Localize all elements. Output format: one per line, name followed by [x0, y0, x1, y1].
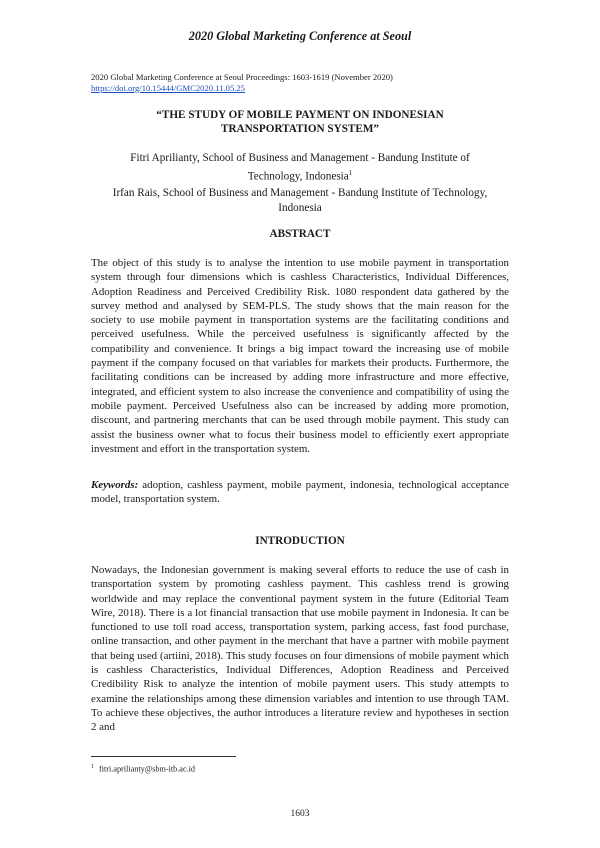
- doi-link[interactable]: https://doi.org/10.15444/GMC2020.11.05.25: [91, 82, 245, 93]
- proceedings-line: 2020 Global Marketing Conference at Seoul Proceedings: 1603-1619 (November 2020): [91, 72, 393, 82]
- footnote-mark: 1: [91, 764, 94, 770]
- author-1-line-1: Fitri Aprilianty, School of Business and Management - Bandung Institute of: [130, 152, 470, 164]
- keywords-text: adoption, cashless payment, mobile payment, indonesia, technological acceptance model, transportation system.: [91, 479, 509, 506]
- paper-title: [90, 109, 510, 136]
- author-2-line-2: Indonesia: [278, 202, 322, 214]
- author-2-line-1: Irfan Rais, School of Business and Management - Bandung Institute of Technology,: [112, 187, 488, 199]
- footnote: [91, 764, 195, 774]
- title-line-1: “THE STUDY OF MOBILE PAYMENT ON INDONESIAN: [156, 109, 444, 121]
- footnote-email: fitri.aprilianty@sbm-itb.ac.id: [99, 764, 195, 774]
- keywords-paragraph: [91, 478, 509, 507]
- abstract-heading: ABSTRACT: [269, 228, 331, 240]
- page-number: 1603: [290, 809, 310, 819]
- introduction-heading: INTRODUCTION: [255, 535, 345, 547]
- introduction-paragraph: Nowadays, the Indonesian government is making several efforts to reduce the use of cash in transportation system by promoting cashless payment. This cashless trend is growing worldwide and may replace the conventional payment system in the future (Editorial Team Wire, 2018). There is a lot financial transaction that use mobile payment in Indonesia. It can be functioned to use toll road access, transportation system, parking access, fast food purchase, online transaction, and other payment in the merchant that have a partner with mobile payment that being used (artiini, 2018). This study focuses on four dimensions of mobile payment which is cashless Characteristics, Individual Differences, Adoption Readiness and Perceived Credibility Risk to analyze the intention of mobile payment users. This study attempts to examine the relationships among these dimension variables and intention to use through TAM. To achieve these objectives, the author introduces a literature review and hypotheses in section 2 and: [91, 564, 509, 734]
- running-head: 2020 Global Marketing Conference at Seoul: [188, 29, 412, 43]
- footnote-divider: [91, 756, 236, 757]
- keywords-label: Keywords:: [91, 479, 139, 491]
- author-2: [100, 186, 500, 216]
- abstract-paragraph: The object of this study is to analyse the intention to use mobile payment in transportation system through four dimensions which is cashless Characteristics, Individual Differences, Adoption Readiness and Perceived Credibility Risk. 1080 respondent data gathered by the survey method and analysed by SEM-PLS. The study shows that the main reason for the society to use mobile payment in transportation systems are the facilitating conditions and perceived usefulness. While the perceived usefulness is significantly affected by the compatibility and convenience. It brings a big impact toward the increasing use of mobile payment if the company focused on that variables for markets their products. Furthermore, the facilitating conditions can be increased by adding more infrastructure and more effective, integrated, and efficient system to also increase the convenience and compatibility of using the mobile payment. Perceived Usefulness also can be increased by adding more promotion, discount, and partnering merchants that can be used through mobile payment. This study can assist the business owner what to focus their business model to efficiently exert appropriate investment and effort in the transportation system.: [91, 257, 509, 455]
- author-1-footnote-mark: 1: [348, 169, 353, 177]
- author-1-line-2: Technology, Indonesia: [247, 170, 349, 183]
- proceedings-info: [91, 72, 393, 93]
- author-1: [100, 151, 500, 185]
- title-line-2: TRANSPORTATION SYSTEM”: [220, 122, 380, 135]
